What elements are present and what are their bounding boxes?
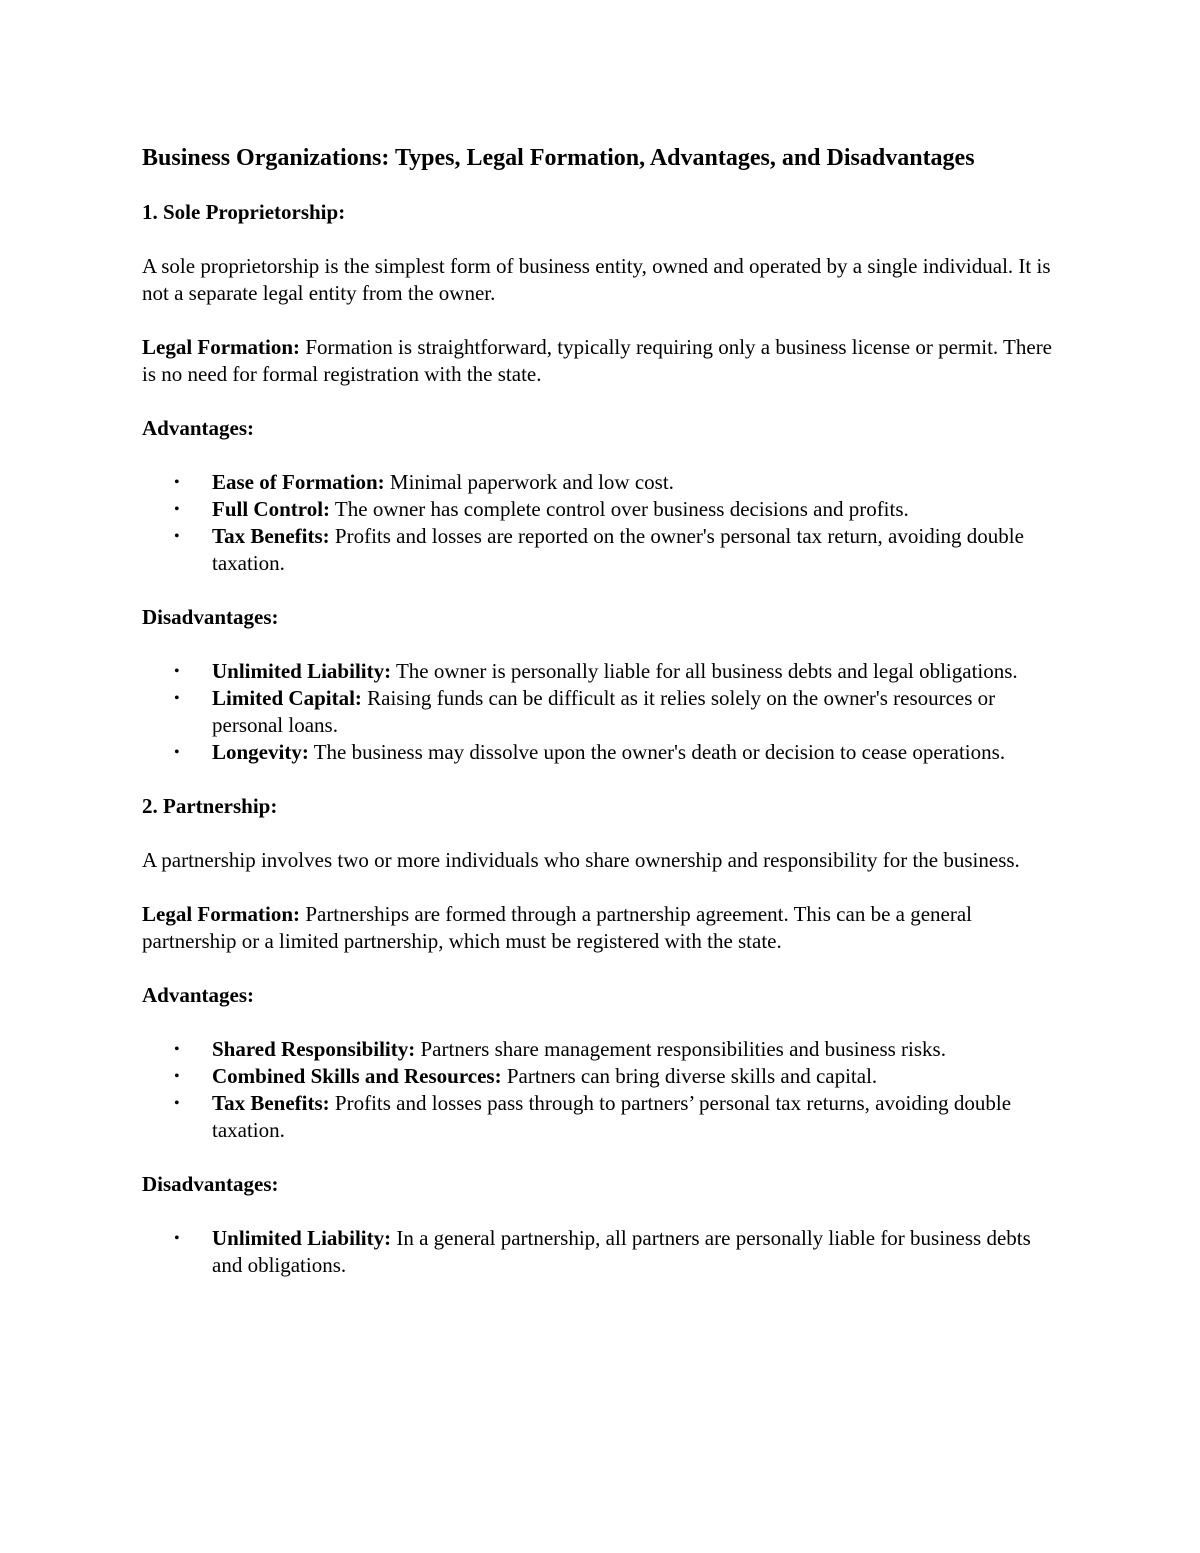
bullet-icon: • (174, 1068, 180, 1085)
bullet-icon: • (174, 474, 180, 491)
bullet-icon: • (174, 744, 180, 761)
section-heading: 2. Partnership: (142, 794, 278, 818)
list-item (174, 1225, 1062, 1279)
legal-formation-label: Legal Formation: (142, 335, 301, 359)
bullet-icon: • (174, 1230, 180, 1247)
item-term: Tax Benefits: (212, 524, 330, 548)
legal-formation-text: Formation is straightforward, typically requiring only a business license or permit. There is no need for formal registration with the state. (142, 335, 1053, 386)
section-sole-proprietorship (142, 199, 1062, 766)
item-term: Tax Benefits: (212, 1091, 330, 1115)
document-title: Business Organizations: Types, Legal Formation, Advantages, and Disadvantages (142, 145, 975, 171)
legal-formation-paragraph (142, 334, 1062, 388)
item-text: Partners can bring diverse skills and capital. (501, 1064, 878, 1088)
item-term: Unlimited Liability: (212, 659, 392, 683)
item-text: Partners share management responsibilities and business risks. (415, 1037, 946, 1061)
disadvantages-heading: Disadvantages: (142, 1172, 279, 1196)
list-item (174, 1036, 1062, 1063)
item-term: Longevity: (212, 740, 309, 764)
section-intro: A sole proprietorship is the simplest form of business entity, owned and operated by a single individual. It is not a separate legal entity from the owner. (142, 254, 1051, 305)
bullet-icon: • (174, 690, 180, 707)
section-partnership (142, 793, 1062, 1279)
list-item (174, 1063, 1062, 1090)
list-item (174, 1090, 1062, 1144)
legal-formation-paragraph (142, 901, 1062, 955)
bullet-icon: • (174, 501, 180, 518)
legal-formation-text: Partnerships are formed through a partnership agreement. This can be a general partnership or a limited partnership, which must be registered with the state. (142, 902, 973, 953)
disadvantages-list (142, 1225, 1062, 1279)
list-item (174, 523, 1062, 577)
disadvantages-list (142, 658, 1062, 766)
item-text: The business may dissolve upon the owner's death or decision to cease operations. (308, 740, 1006, 764)
advantages-list (142, 469, 1062, 577)
disadvantages-heading: Disadvantages: (142, 605, 279, 629)
list-item (174, 739, 1062, 766)
item-text: Minimal paperwork and low cost. (384, 470, 674, 494)
item-term: Full Control: (212, 497, 331, 521)
item-term: Unlimited Liability: (212, 1226, 392, 1250)
item-term: Shared Responsibility: (212, 1037, 416, 1061)
legal-formation-label: Legal Formation: (142, 902, 301, 926)
list-item (174, 469, 1062, 496)
item-text: Raising funds can be difficult as it relies solely on the owner's resources or personal loans. (212, 686, 996, 737)
item-text: Profits and losses are reported on the owner's personal tax return, avoiding double taxation. (212, 524, 1024, 575)
item-text: In a general partnership, all partners are personally liable for business debts and obligations. (212, 1226, 1031, 1277)
item-text: The owner has complete control over business decisions and profits. (330, 497, 909, 521)
item-term: Combined Skills and Resources: (212, 1064, 502, 1088)
bullet-icon: • (174, 1095, 180, 1112)
section-heading: 1. Sole Proprietorship: (142, 200, 346, 224)
advantages-list (142, 1036, 1062, 1144)
item-term: Ease of Formation: (212, 470, 385, 494)
document-page (142, 143, 1062, 1306)
bullet-icon: • (174, 1041, 180, 1058)
bullet-icon: • (174, 663, 180, 680)
bullet-icon: • (174, 528, 180, 545)
item-term: Limited Capital: (212, 686, 362, 710)
item-text: The owner is personally liable for all business debts and legal obligations. (391, 659, 1018, 683)
list-item (174, 685, 1062, 739)
advantages-heading: Advantages: (142, 416, 255, 440)
list-item (174, 496, 1062, 523)
list-item (174, 658, 1062, 685)
section-intro: A partnership involves two or more individuals who share ownership and responsibility for the business. (142, 848, 1020, 872)
item-text: Profits and losses pass through to partners’ personal tax returns, avoiding double taxation. (212, 1091, 1012, 1142)
advantages-heading: Advantages: (142, 983, 255, 1007)
